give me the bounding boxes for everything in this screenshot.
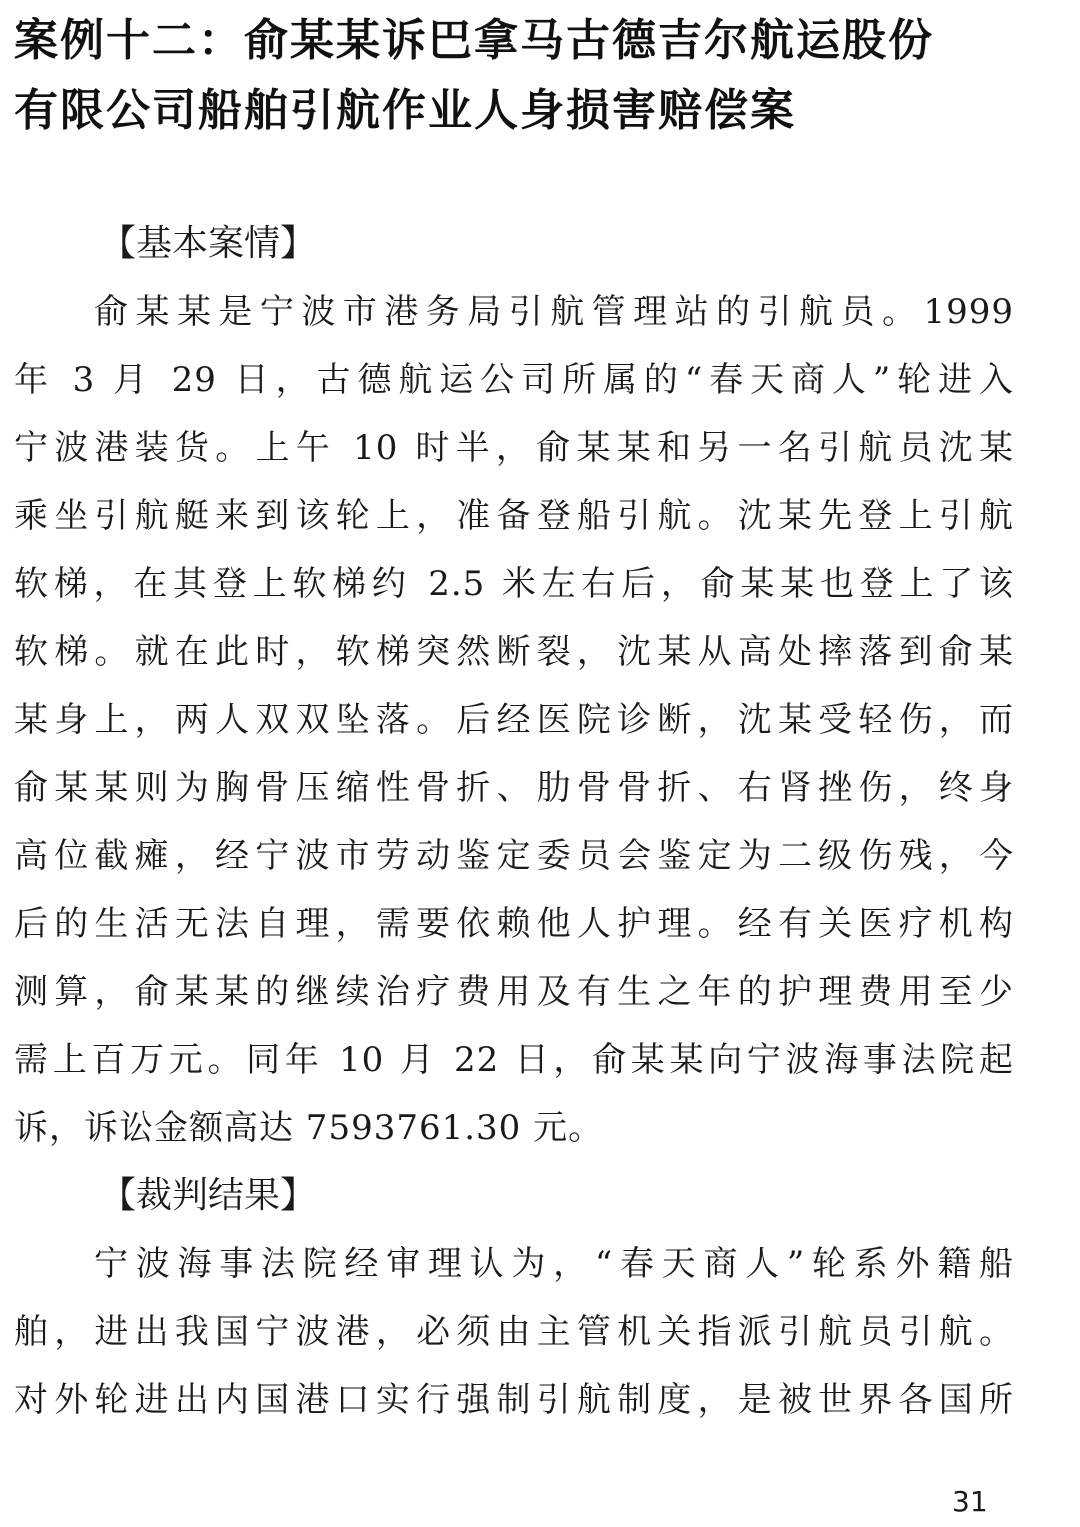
section-heading-judgment-result: 【裁判结果】 [100, 1175, 317, 1216]
case-title-line-1: 案例十二：俞某某诉巴拿马古德吉尔航运股份 [14, 15, 934, 66]
paragraph-line: 乘坐引航艇来到该轮上，准备登船引航。沈某先登上引航 [14, 496, 1014, 536]
paragraph-line: 软梯，在其登上软梯约 2.5 米左右后，俞某某也登上了该 [14, 564, 1014, 604]
case-body [14, 210, 1014, 1434]
paragraph-line: 年 3 月 29 日，古德航运公司所属的“春天商人”轮进入 [14, 360, 1014, 400]
paragraph-basic-facts [14, 278, 1014, 1162]
paragraph-line: 俞某某则为胸骨压缩性骨折、肋骨骨折、右肾挫伤，终身 [14, 768, 1014, 808]
paragraph-line: 诉，诉讼金额高达 7593761.30 元。 [14, 1108, 604, 1148]
paragraph-judgment-result [14, 1230, 1014, 1434]
paragraph-line: 需上百万元。同年 10 月 22 日，俞某某向宁波海事法院起 [14, 1040, 1014, 1080]
paragraph-line: 高位截瘫，经宁波市劳动鉴定委员会鉴定为二级伤残，今 [14, 836, 1014, 876]
paragraph-line: 宁波海事法院经审理认为，“春天商人”轮系外籍船 [94, 1244, 1014, 1284]
paragraph-line: 软梯。就在此时，软梯突然断裂，沈某从高处摔落到俞某 [14, 632, 1014, 672]
section-heading-basic-facts: 【基本案情】 [100, 223, 317, 264]
paragraph-line: 某身上，两人双双坠落。后经医院诊断，沈某受轻伤，而 [14, 700, 1014, 740]
page-number: 31 [952, 1485, 988, 1518]
paragraph-line: 测算，俞某某的继续治疗费用及有生之年的护理费用至少 [14, 972, 1014, 1012]
case-title-line-2: 有限公司船舶引航作业人身损害赔偿案 [14, 85, 796, 136]
paragraph-line: 舶，进出我国宁波港，必须由主管机关指派引航员引航。 [14, 1312, 1014, 1352]
paragraph-line: 对外轮进出内国港口实行强制引航制度，是被世界各国所 [14, 1380, 1014, 1420]
paragraph-line: 后的生活无法自理，需要依赖他人护理。经有关医疗机构 [14, 904, 1014, 944]
paragraph-line: 俞某某是宁波市港务局引航管理站的引航员。1999 [94, 292, 1014, 332]
case-title [14, 6, 1070, 146]
paragraph-line: 宁波港装货。上午 10 时半，俞某某和另一名引航员沈某 [14, 428, 1014, 468]
